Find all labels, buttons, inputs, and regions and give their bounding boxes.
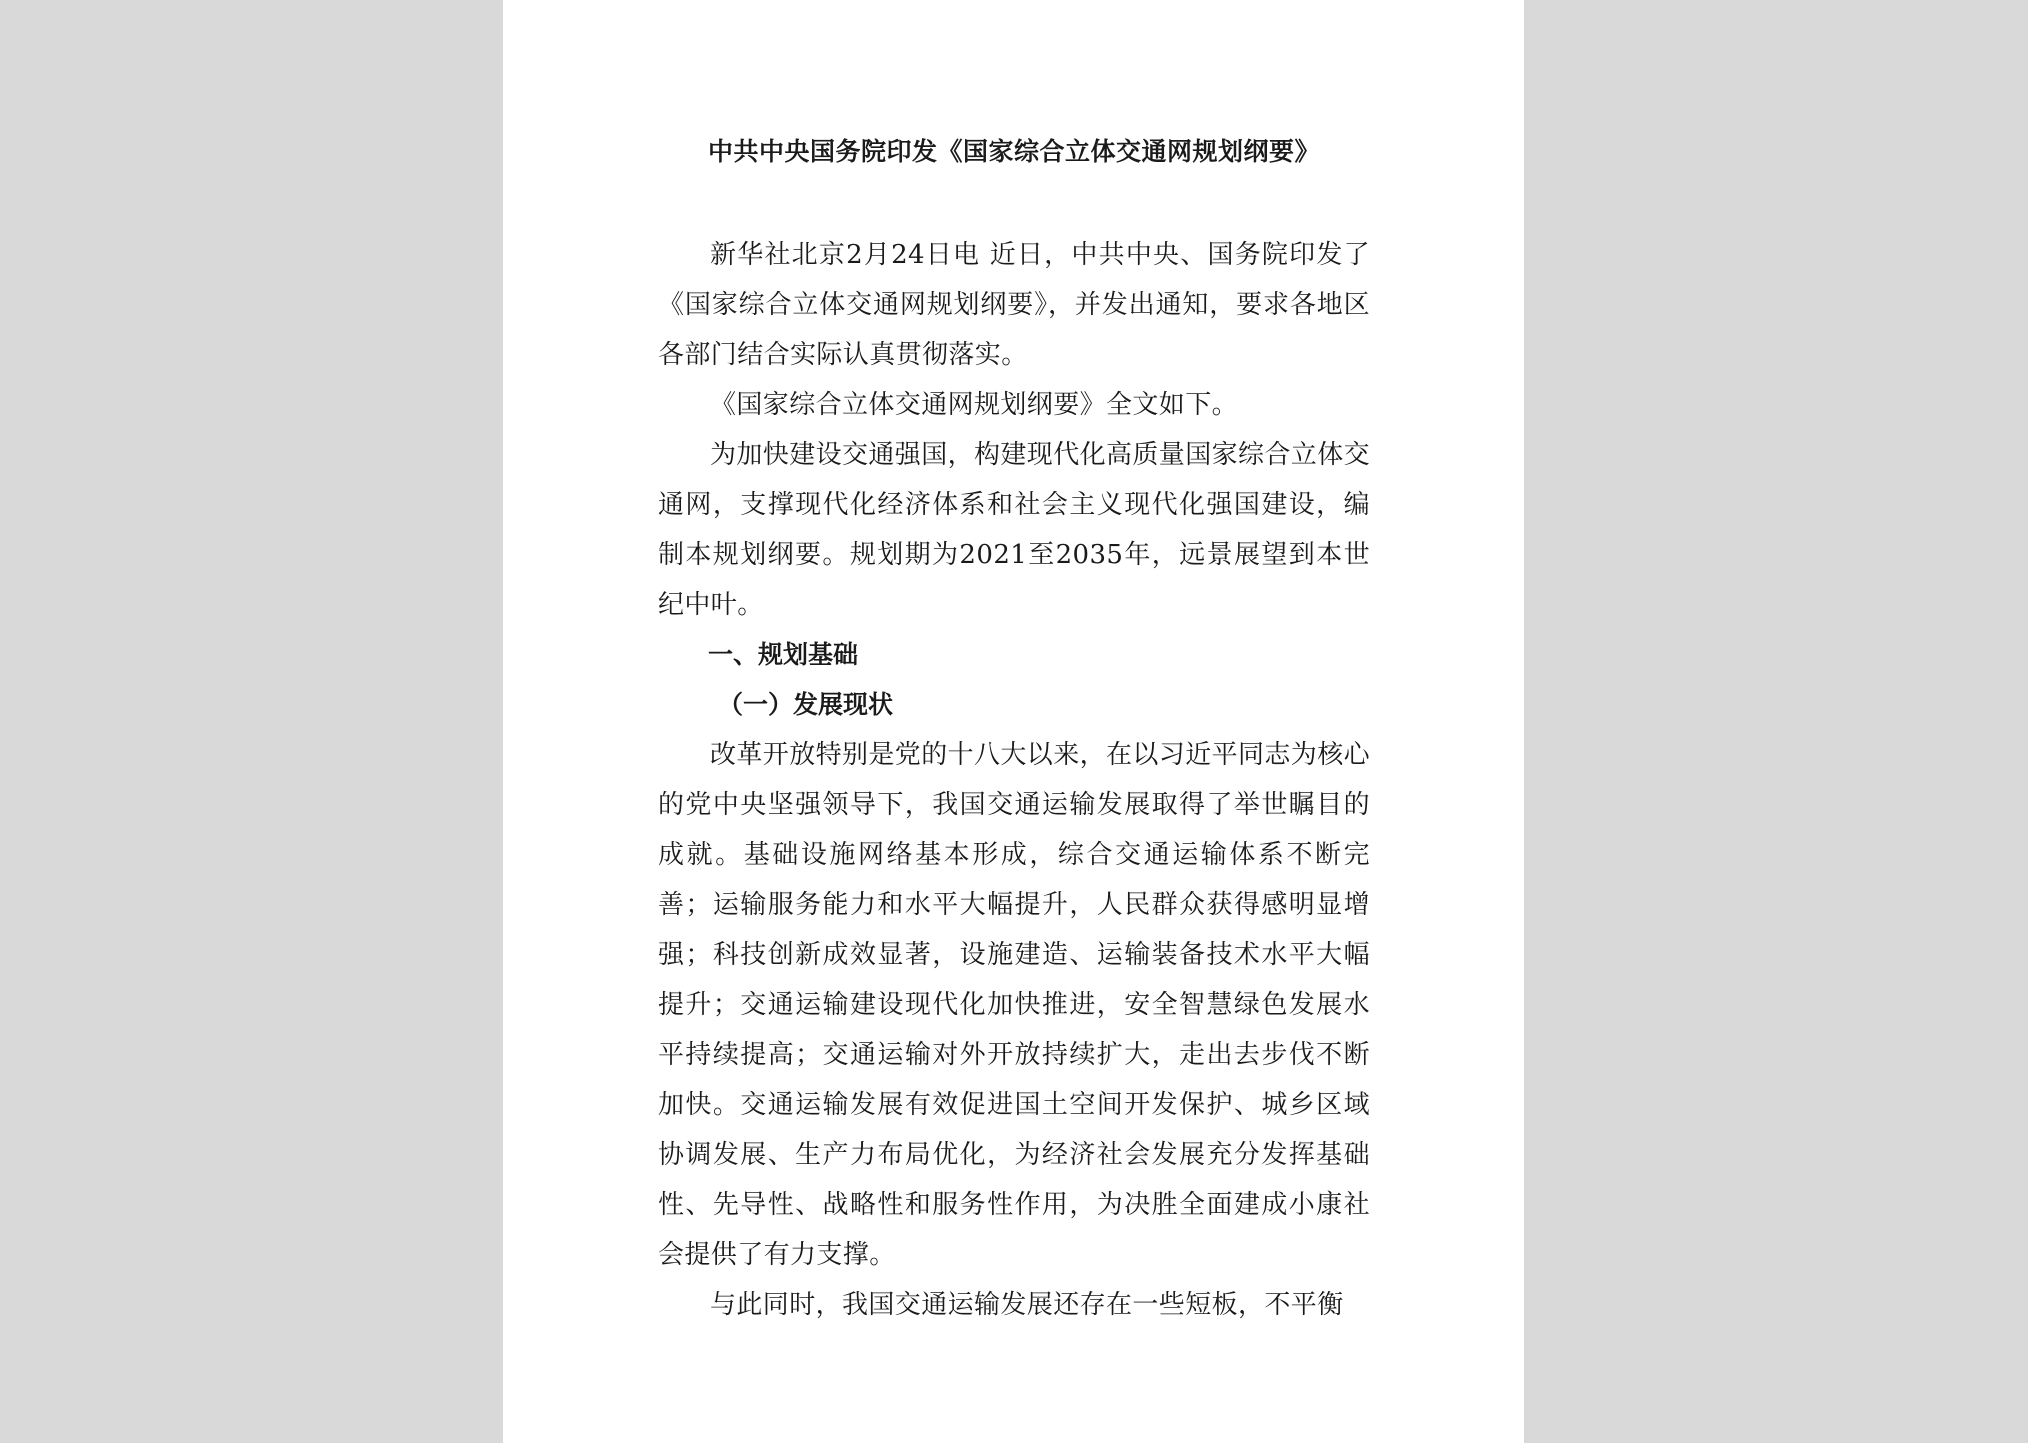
paragraph-full-text-intro: 《国家综合立体交通网规划纲要》全文如下。 <box>710 390 1239 420</box>
document-title: 中共中央国务院印发《国家综合立体交通网规划纲要》 <box>707 137 1320 166</box>
document-content <box>658 128 1370 1330</box>
paragraph-purpose: 为加快建设交通强国，构建现代化高质量国家综合立体交通网，支撑现代化经济体系和社会主义现代化强国建设，编制本规划纲要。规划期为2021至2035年，远景展望到本世纪中叶。 <box>658 440 1371 620</box>
paragraph-news-lead: 新华社北京2月24日电 近日，中共中央、国务院印发了《国家综合立体交通网规划纲要》，并发出通知，要求各地区各部门结合实际认真贯彻落实。 <box>658 240 1370 370</box>
subsection-heading: （一）发展现状 <box>718 690 894 719</box>
document-page <box>503 0 1524 1443</box>
paragraph-shortcomings: 与此同时，我国交通运输发展还存在一些短板，不平衡 <box>710 1290 1344 1320</box>
paragraph-development-status: 改革开放特别是党的十八大以来，在以习近平同志为核心的党中央坚强领导下，我国交通运输发展取得了举世瞩目的成就。基础设施网络基本形成，综合交通运输体系不断完善；运输服务能力和水平大幅提升，人民群众获得感明显增强；科技创新成效显著，设施建造、运输装备技术水平大幅提升；交通运输建设现代化加快推进，安全智慧绿色发展水平持续提高；交通运输对外开放持续扩大，走出去步伐不断加快。交通运输发展有效促进国土空间开发保护、城乡区域协调发展、生产力布局优化，为经济社会发展充分发挥基础性、先导性、战略性和服务性作用，为决胜全面建成小康社会提供了有力支撑。 <box>658 740 1371 1270</box>
section-heading: 一、规划基础 <box>708 640 859 669</box>
